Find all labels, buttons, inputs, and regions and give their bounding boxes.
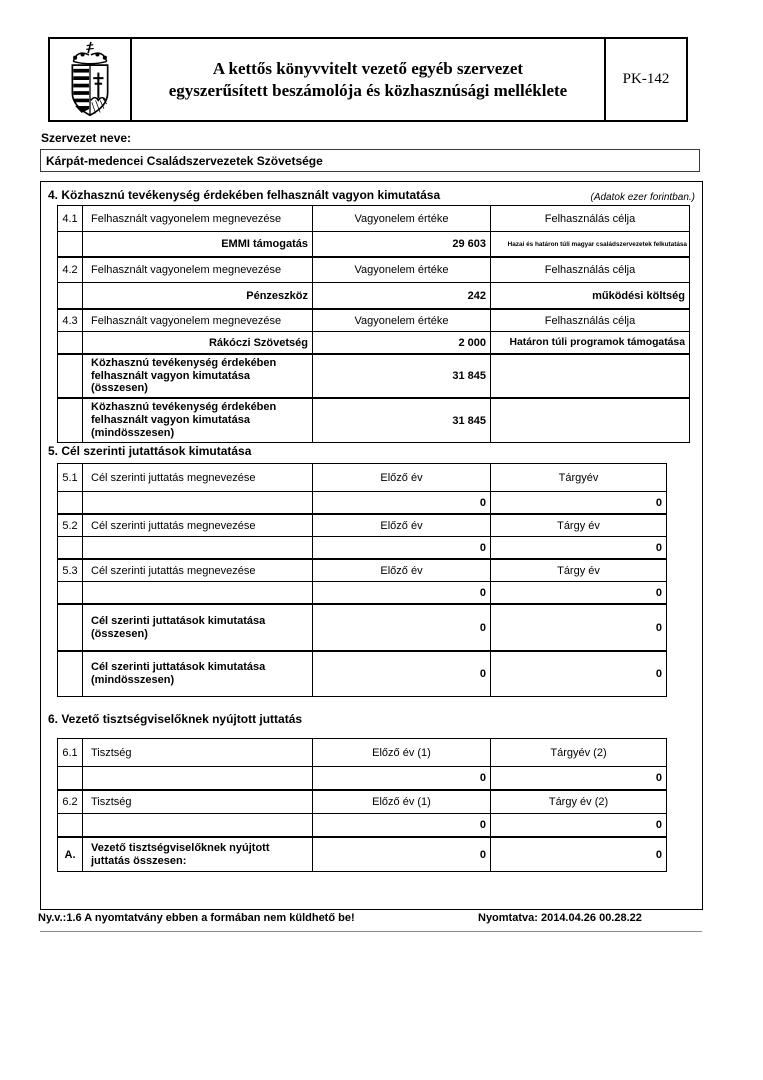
asset-value-field[interactable]: 2 000 — [313, 332, 491, 353]
table-row — [58, 231, 689, 256]
curr-year-total-field[interactable]: 0 — [655, 848, 662, 861]
asset-value-field[interactable]: 242 — [313, 283, 491, 308]
section4-unit-note: (Adatok ezer forintban.) — [590, 192, 695, 203]
section6-table — [57, 738, 667, 872]
empty-cell — [58, 232, 83, 256]
curr-year-field[interactable]: 0 — [655, 586, 662, 599]
table-row — [58, 464, 666, 491]
curr-year-field[interactable]: 0 — [655, 541, 662, 554]
table-row — [58, 603, 666, 650]
org-name-value: Kárpát-medencei Családszervezetek Szövetsége — [46, 153, 323, 168]
grant-name-field[interactable] — [83, 582, 313, 603]
col-header-curr-year: Tárgy év (2) — [548, 796, 609, 808]
total-value-field[interactable]: 31 845 — [313, 399, 491, 442]
col-header-prev-year: Előző év (1) — [313, 739, 491, 766]
section6-title: 6. Vezető tisztségviselőknek nyújtott juttatás — [48, 712, 303, 726]
grant-name-field[interactable] — [83, 537, 313, 558]
col-header-name: Felhasznált vagyonelem megnevezése — [83, 258, 313, 282]
table-row — [58, 789, 666, 813]
table-row — [58, 331, 689, 353]
col-header-position: Tisztség — [83, 791, 313, 813]
col-header-purpose: Felhasználás célja — [544, 314, 636, 327]
section4-title: 4. Közhasznú tevékenység érdekében felhasznált vagyon kimutatása — [48, 188, 441, 202]
curr-year-field[interactable]: 0 — [655, 819, 662, 831]
empty-cell — [58, 332, 83, 353]
col-header-position: Tisztség — [83, 739, 313, 766]
table-row — [58, 766, 666, 789]
row-number: 4.3 — [58, 310, 83, 331]
table-row — [58, 491, 666, 513]
hungary-coat-of-arms-icon — [62, 41, 118, 119]
asset-purpose-field[interactable]: Hazai és határon túli magyar családszervezetek felkutatása — [507, 240, 687, 248]
empty-cell — [58, 537, 83, 558]
empty-cell — [58, 652, 83, 696]
table-row — [58, 558, 666, 581]
col-header-name: Felhasznált vagyonelem megnevezése — [83, 310, 313, 331]
prev-year-field[interactable]: 0 — [313, 767, 491, 789]
col-header-purpose: Felhasználás célja — [544, 212, 636, 225]
col-header-prev-year: Előző év — [313, 560, 491, 581]
empty-cell — [58, 605, 83, 650]
prev-year-total-field[interactable]: 0 — [313, 838, 491, 871]
asset-purpose-field[interactable]: működési költség — [592, 289, 685, 302]
total-label: Vezető tisztségviselőknek nyújtott juttatás összesen: — [83, 838, 313, 871]
total-label: Közhasznú tevékenység érdekében felhasznált vagyon kimutatása (mindösszesen) — [83, 399, 313, 442]
row-number: 4.1 — [58, 206, 83, 231]
form-header — [48, 37, 688, 122]
asset-value-field[interactable]: 29 603 — [313, 232, 491, 256]
curr-year-total-field[interactable]: 0 — [655, 668, 662, 680]
col-header-value: Vagyonelem értéke — [313, 206, 491, 231]
table-row — [58, 282, 689, 308]
total-label: Közhasznú tevékenység érdekében felhasznált vagyon kimutatása (összesen) — [83, 355, 313, 397]
form-code: PK-142 — [604, 39, 686, 120]
table-row — [58, 513, 666, 536]
prev-year-total-field[interactable]: 0 — [313, 652, 491, 696]
footer-printed-timestamp: Nyomtatva: 2014.04.26 00.28.22 — [478, 912, 642, 924]
table-row — [58, 813, 666, 836]
table-row — [58, 206, 689, 231]
empty-cell — [58, 767, 83, 789]
empty-cell — [58, 283, 83, 308]
table-row — [58, 256, 689, 282]
grant-name-field[interactable] — [83, 492, 313, 513]
empty-cell — [58, 399, 83, 442]
empty-cell — [491, 355, 689, 397]
form-title-line1: A kettős könyvvitelt vezető egyéb szervezet — [212, 58, 524, 78]
total-value-field[interactable]: 31 845 — [313, 355, 491, 397]
position-name-field[interactable] — [83, 814, 313, 836]
asset-name-field[interactable]: Rákóczi Szövetség — [83, 332, 313, 353]
org-name-field[interactable] — [40, 149, 700, 172]
col-header-prev-year: Előző év (1) — [313, 791, 491, 813]
col-header-curr-year: Tárgy év — [557, 519, 600, 532]
col-header-name: Cél szerinti juttatás megnevezése — [83, 515, 313, 536]
col-header-name: Cél szerinti jutattás megnevezése — [83, 560, 313, 581]
col-header-name: Felhasznált vagyonelem megnevezése — [83, 206, 313, 231]
curr-year-field[interactable]: 0 — [655, 772, 662, 784]
col-header-curr-year: Tárgyév — [558, 471, 599, 484]
col-header-value: Vagyonelem értéke — [313, 310, 491, 331]
col-header-prev-year: Előző év — [313, 464, 491, 491]
col-header-value: Vagyonelem értéke — [313, 258, 491, 282]
empty-cell — [58, 492, 83, 513]
table-row — [58, 353, 689, 397]
prev-year-field[interactable]: 0 — [313, 537, 491, 558]
row-number: 5.2 — [58, 515, 83, 536]
row-number: 6.2 — [58, 791, 83, 813]
col-header-curr-year: Tárgyév (2) — [550, 746, 607, 759]
row-number: 5.3 — [58, 560, 83, 581]
table-row — [58, 308, 689, 331]
empty-cell — [58, 582, 83, 603]
section5-title: 5. Cél szerinti jutattások kimutatása — [48, 444, 252, 458]
asset-purpose-field[interactable]: Határon túli programok támogatása — [509, 337, 685, 348]
table-row — [58, 836, 666, 871]
form-title-line2: egyszerűsített beszámolója és közhasznúsági melléklete — [168, 80, 568, 100]
empty-cell — [58, 355, 83, 397]
form-title — [132, 39, 604, 120]
org-name-label: Szervezet neve: — [41, 131, 132, 145]
table-row — [58, 650, 666, 696]
position-name-field[interactable] — [83, 767, 313, 789]
table-row — [58, 739, 666, 766]
prev-year-field[interactable]: 0 — [313, 582, 491, 603]
section4-table — [57, 205, 690, 443]
prev-year-field[interactable]: 0 — [313, 814, 491, 836]
prev-year-field[interactable]: 0 — [313, 492, 491, 513]
total-label: Cél szerinti juttatások kimutatása (mindösszesen) — [83, 652, 313, 696]
col-header-purpose: Felhasználás célja — [544, 264, 636, 276]
asset-name-field[interactable]: EMMI támogatás — [83, 232, 313, 256]
col-header-curr-year: Tárgy év — [557, 564, 600, 577]
col-header-prev-year: Előző év — [313, 515, 491, 536]
logo-cell — [50, 39, 132, 120]
empty-cell — [491, 399, 689, 442]
section5-table — [57, 463, 667, 697]
prev-year-total-field[interactable]: 0 — [313, 605, 491, 650]
row-letter: A. — [58, 838, 83, 871]
table-row — [58, 397, 689, 442]
row-number: 5.1 — [58, 464, 83, 491]
curr-year-field[interactable]: 0 — [655, 496, 662, 509]
row-number: 6.1 — [58, 739, 83, 766]
total-label: Cél szerinti juttatások kimutatása (összesen) — [83, 605, 313, 650]
curr-year-total-field[interactable]: 0 — [655, 621, 662, 634]
table-row — [58, 536, 666, 558]
footer-version-note: Ny.v.:1.6 A nyomtatvány ebben a formában nem küldhető be! — [38, 912, 355, 924]
footer-divider — [40, 931, 702, 932]
row-number: 4.2 — [58, 258, 83, 282]
asset-name-field[interactable]: Pénzeszköz — [83, 283, 313, 308]
col-header-name: Cél szerinti juttatás megnevezése — [83, 464, 313, 491]
empty-cell — [58, 814, 83, 836]
table-row — [58, 581, 666, 603]
